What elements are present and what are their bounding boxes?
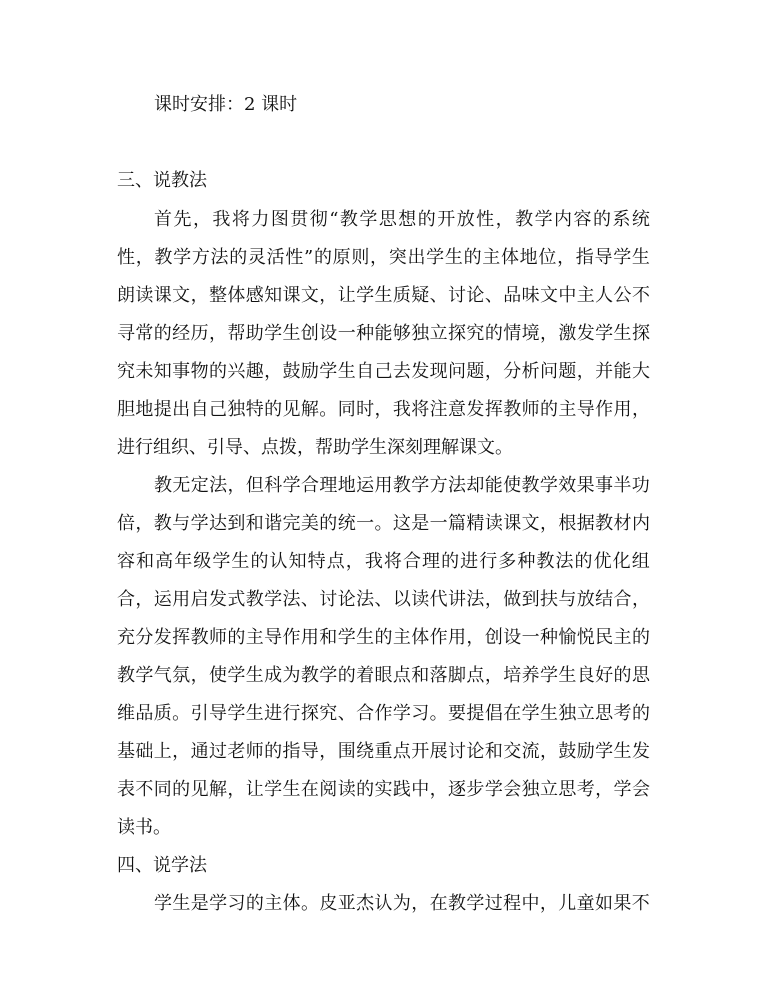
para1-line-3: 朗 读 课 文 ， 整 体 感 知 课 文 ， 让 学 生 质 疑 、 讨 论 、 品 味 文 中 主 人 公 不 xyxy=(117,285,650,306)
para2-line-3: 容 和 高 年 级 学 生 的 认 知 特 点 ， 我 将 合 理 的 进 行 多 种 教 法 的 优 化 组 xyxy=(117,551,650,572)
para1-line-1: 首 先 ， 我 将 力 图 贯 彻 “ 教 学 思 想 的 开 放 性 ， 教 学 内 容 的 系 统 xyxy=(154,209,650,230)
para2-line-9: 表 不 同 的 见 解 ， 让 学 生 在 阅 读 的 实 践 中 ， 逐 步 学 会 独 立 思 考 ， 学 会 xyxy=(117,779,650,800)
para1-line-6: 胆 地 提 出 自 己 独 特 的 见 解 。 同 时 ， 我 将 注 意 发 挥 教 师 的 主 导 作 用 ， xyxy=(117,399,650,420)
para2-line-7: 维 品 质 。 引 导 学 生 进 行 探 究 、 合 作 学 习 。 要 提 倡 在 学 生 独 立 思 考 的 xyxy=(117,703,650,724)
section-3-title: 三、说教法 xyxy=(117,170,207,191)
para2-line-5: 充 分 发 挥 教 师 的 主 导 作 用 和 学 生 的 主 体 作 用 ， 创 设 一 种 愉 悦 民 主 的 xyxy=(117,627,650,648)
para2-line-10: 读书。 xyxy=(117,817,171,838)
para1-line-5: 究 未 知 事 物 的 兴 趣 ， 鼓 励 学 生 自 己 去 发 现 问 题 ， 分 析 问 题 ， 并 能 大 xyxy=(117,361,650,382)
section-4-title: 四、说学法 xyxy=(117,855,207,876)
para2-line-8: 基 础 上 ， 通 过 老 师 的 指 导 ， 围 绕 重 点 开 展 讨 论 和 交 流 ， 鼓 励 学 生 发 xyxy=(117,741,650,762)
para2-line-4: 合 ， 运 用 启 发 式 教 学 法 、 讨 论 法 、 以 读 代 讲 法 ， 做 到 扶 与 放 结 合 ， xyxy=(117,589,650,610)
para2-line-6: 教 学 气 氛 ， 使 学 生 成 为 教 学 的 着 眼 点 和 落 脚 点 ， 培 养 学 生 良 好 的 思 xyxy=(117,665,650,686)
para1-line-2: 性 ， 教 学 方 法 的 灵 活 性 ” 的 原 则 ， 突 出 学 生 的 主 体 地 位 ， 指 导 学 生 xyxy=(117,247,650,268)
para1-line-4: 寻 常 的 经 历 ， 帮 助 学 生 创 设 一 种 能 够 独 立 探 究 的 情 境 ， 激 发 学 生 探 xyxy=(117,323,650,344)
para3-line-1: 学 生 是 学 习 的 主 体 。 皮 亚 杰 认 为 ， 在 教 学 过 程 中 ， 儿 童 如 果 不 xyxy=(154,893,650,914)
para1-line-7: 进行组织、引导、点拨，帮助学生深刻理解课文。 xyxy=(117,437,513,458)
schedule-line: 课时安排：2 课时 xyxy=(154,94,298,115)
para2-line-1: 教 无 定 法 ， 但 科 学 合 理 地 运 用 教 学 方 法 却 能 使 教 学 效 果 事 半 功 xyxy=(154,475,650,496)
para2-line-2: 倍 ， 教 与 学 达 到 和 谐 完 美 的 统 一 。 这 是 一 篇 精 读 课 文 ， 根 据 教 材 内 xyxy=(117,513,650,534)
